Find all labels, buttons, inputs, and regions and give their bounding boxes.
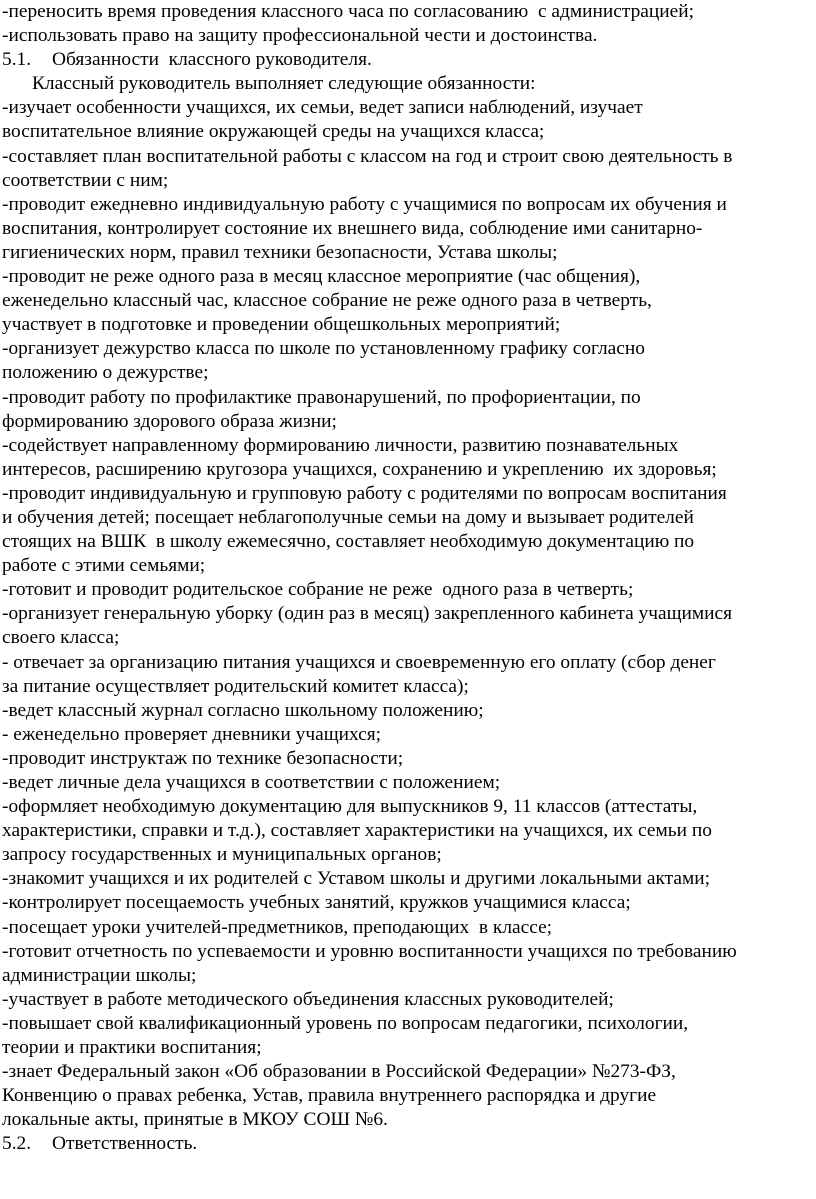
duty-line: воспитательное влияние окружающей среды на учащихся класса; (2, 121, 545, 143)
section-heading-5-1 (2, 48, 814, 72)
duty-line: интересов, расширению кругозора учащихся, сохранению и укреплению их здоровья; (2, 458, 717, 480)
section-number: 5.1. (2, 49, 32, 71)
duty-line: соответствии с ним; (2, 169, 169, 191)
duty-line: -повышает свой квалификационный уровень по вопросам педагогики, психологии, (2, 1012, 689, 1034)
duty-line: -знакомит учащихся и их родителей с Уставом школы и другими локальными актами; (2, 868, 710, 890)
section-number: 5.2. (2, 1133, 32, 1155)
duty-line: воспитания, контролирует состояние их внешнего вида, соблюдение ими санитарно- (2, 217, 703, 239)
duty-line: -ведет классный журнал согласно школьному положению; (2, 699, 484, 721)
section-title: Ответственность. (52, 1133, 198, 1155)
duty-line: -посещает уроки учителей-предметников, преподающих в классе; (2, 916, 553, 938)
duties-intro: Классный руководитель выполняет следующие обязанности: (32, 73, 536, 95)
duty-line: и обучения детей; посещает неблагополучные семьи на дому и вызывает родителей (2, 506, 694, 528)
duty-line: -изучает особенности учащихся, их семьи, ведет записи наблюдений, изучает (2, 97, 643, 119)
duty-line: работе с этими семьями; (2, 555, 206, 577)
duty-line: формированию здорового образа жизни; (2, 410, 337, 432)
duty-line: -содействует направленному формированию личности, развитию познавательных (2, 434, 679, 456)
duty-line: участвует в подготовке и проведении общешкольных мероприятий; (2, 314, 561, 336)
duty-line: положению о дежурстве; (2, 362, 209, 384)
duty-line: -знает Федеральный закон «Об образовании в Российской Федерации» №273-ФЗ, (2, 1061, 676, 1083)
section-heading-5-2 (2, 1132, 814, 1156)
duty-line: -проводит индивидуальную и групповую работу с родителями по вопросам воспитания (2, 482, 727, 504)
duty-line: -готовит и проводит родительское собрание не реже одного раза в четверть; (2, 579, 634, 601)
duty-line: -проводит не реже одного раза в месяц классное мероприятие (час общения), (2, 266, 641, 288)
duty-line: -составляет план воспитательной работы с классом на год и строит свою деятельность в (2, 145, 733, 167)
duty-line: гигиенических норм, правил техники безопасности, Устава школы; (2, 241, 558, 263)
duty-line: -готовит отчетность по успеваемости и уровню воспитанности учащихся по требованию (2, 940, 737, 962)
duty-line: - отвечает за организацию питания учащихся и своевременную его оплату (сбор денег (2, 651, 716, 673)
duty-line: -оформляет необходимую документацию для выпускников 9, 11 классов (аттестаты, (2, 796, 698, 818)
duty-line: -проводит инструктаж по технике безопасности; (2, 747, 404, 769)
duty-line: локальные акты, принятые в МКОУ СОШ №6. (2, 1109, 388, 1131)
duty-line: -проводит ежедневно индивидуальную работу с учащимися по вопросам их обучения и (2, 193, 727, 215)
duty-line: запросу государственных и муниципальных органов; (2, 844, 442, 866)
duty-line: -организует генеральную уборку (один раз в месяц) закрепленного кабинета учащимися (2, 603, 733, 625)
duty-line: - еженедельно проверяет дневники учащихся; (2, 723, 382, 745)
duty-line: стоящих на ВШК в школу ежемесячно, составляет необходимую документацию по (2, 531, 695, 553)
duty-line: теории и практики воспитания; (2, 1037, 262, 1059)
duty-line: за питание осуществляет родительский комитет класса); (2, 675, 469, 697)
duty-line: администрации школы; (2, 964, 197, 986)
document-page (2, 0, 814, 1157)
duty-line: -проводит работу по профилактике правонарушений, по профориентации, по (2, 386, 641, 408)
duty-line: -ведет личные дела учащихся в соответствии с положением; (2, 772, 501, 793)
duties-list (2, 96, 814, 1132)
duty-line: Конвенцию о правах ребенка, Устав, правила внутреннего распорядка и другие (2, 1085, 657, 1107)
duty-line: своего класса; (2, 627, 120, 649)
section-title: Обязанности классного руководителя. (52, 49, 372, 71)
duty-line: еженедельно классный час, классное собрание не реже одного раза в четверть, (2, 290, 652, 312)
duty-line: -организует дежурство класса по школе по установленному графику согласно (2, 338, 645, 360)
duty-line: -участвует в работе методического объединения классных руководителей; (2, 988, 614, 1010)
text-line: -переносить время проведения классного часа по согласованию с администрацией; (2, 1, 695, 22)
duty-line: характеристики, справки и т.д.), составляет характеристики на учащихся, их семьи по (2, 820, 712, 842)
duty-line: -контролирует посещаемость учебных занятий, кружков учащимися класса; (2, 892, 631, 914)
text-line: -использовать право на защиту профессиональной чести и достоинства. (2, 25, 598, 47)
